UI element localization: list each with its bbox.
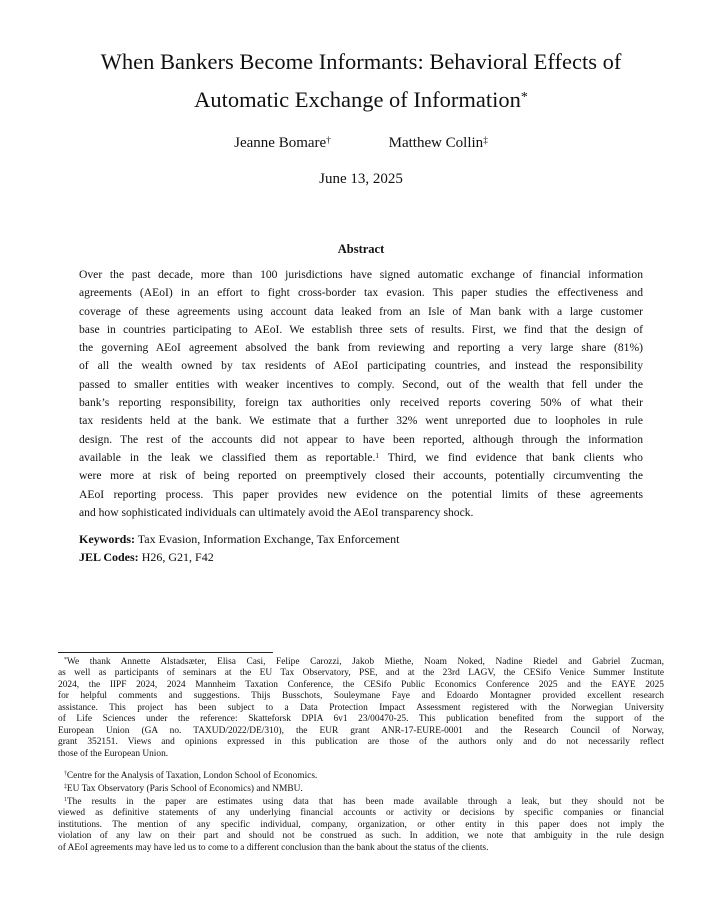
footnote-line: of Life Sciences under the reference: Skatteforsk DPIA 6v1 23/00470-25. This publication benefited from the support of the xyxy=(58,714,664,725)
footnote-1 xyxy=(58,797,664,854)
abstract-line: were more at risk of being reported on preemptively closed their accounts, potentially circumventing the xyxy=(79,469,643,483)
footnote-mark: ‡ xyxy=(64,784,67,791)
abstract-line: and how sophisticated individuals can ultimately avoid the AEoI transparency shock. xyxy=(79,505,474,519)
abstract-line: Over the past decade, more than 100 jurisdictions have signed automatic exchange of financial information xyxy=(79,268,643,281)
abstract-line: the governing AEoI agreement absolved the bank from reviewing and reporting a very large share (81%) xyxy=(79,341,643,355)
footnote-mark: † xyxy=(64,771,67,778)
keywords-label: Keywords: xyxy=(79,532,135,546)
footnote-line: assistance. This project has been subject to a Data Protection Impact Assessment registered with the Norwegian University xyxy=(58,702,664,713)
footnote-line xyxy=(58,784,664,795)
jel-codes xyxy=(79,548,643,566)
footnote-line-text: The results in the paper are estimates using data that has been made available through a leak, but they should not be xyxy=(66,797,664,807)
footnote-line: 2024, the IIPF 2024, 2024 Mannheim Taxation Conference, the CESifo Public Economics Conference 2025 and the EAYE 2025 xyxy=(58,679,664,690)
abstract-line: agreements (AEoI) in an effort to fight cross-border tax evasion. This paper studies the effectiveness and xyxy=(79,286,643,300)
author-2 xyxy=(389,133,488,153)
abstract-line-tail: Third, we find evidence that bank clients who xyxy=(387,450,643,464)
footnote-line: as well as participants of seminars at the EU Tax Observatory, PSE, and at the 23rd LAGV, the CESifo Venice Summer Institute xyxy=(58,668,664,679)
jel-label: JEL Codes: xyxy=(79,550,139,564)
abstract-line: base in countries participating to AEoI. We establish three sets of results. First, we find that the design of xyxy=(79,322,643,336)
abstract-heading: Abstract xyxy=(337,242,385,256)
abstract-line: of all the wealth owned by tax residents of AEoI participating countries, and instead the responsibility xyxy=(79,359,643,373)
footnote-line-text: We thank Annette Alstadsæter, Elisa Casi, Felipe Carozzi, Jakob Miethe, Noam Noked, Nadine Riedel and Gabriel Zucman, xyxy=(66,657,664,667)
author-1 xyxy=(234,133,331,153)
abstract-line: coverage of these agreements using account data leaked from an Isle of Man bank with a large customer xyxy=(79,304,643,318)
footnote-line xyxy=(58,657,664,668)
jel-value: H26, G21, F42 xyxy=(141,550,214,564)
abstract-line: design. The rest of the accounts did not appear to have been reported, although through the information xyxy=(79,432,643,446)
footnote-line-text: Centre for the Analysis of Taxation, London School of Economics. xyxy=(66,771,318,781)
footnote-1-mark: 1 xyxy=(375,451,379,460)
paper-title-text: Automatic Exchange of Information xyxy=(194,87,521,112)
footnote-line: grant 352151. Views and opinions expressed in this publication are those of the authors only and do not necessarily reflect xyxy=(58,737,664,748)
footnote-line: for helpful comments and suggestions. Thijs Busschots, Souleymane Faye and Edoardo Montagner provided excellent research xyxy=(58,691,664,702)
keywords-value: Tax Evasion, Information Exchange, Tax Enforcement xyxy=(137,532,400,546)
footnote-line: viewed as definitive statements of any underlying financial accounts or activity or decisions by specific companies or financial xyxy=(58,808,664,819)
author-name: Jeanne Bomare xyxy=(234,135,327,151)
abstract-line: tax residents held at the bank. We estimate that a further 32% went unreported due to loopholes in rule xyxy=(79,414,643,428)
abstract-line: AEoI reporting process. This paper provides new evidence on the potential limits of these agreements xyxy=(79,487,643,501)
footnote-line: European Union (GA no. TAXUD/2022/DE/310), the EUR grant ANR-17-EURE-0001 and the Research Council of Norway, xyxy=(58,725,664,736)
publication-date: June 13, 2025 xyxy=(319,171,403,187)
title-footnote-mark: * xyxy=(520,89,528,105)
abstract-line: passed to smaller entities with weaker incentives to comply. Second, out of the wealth that fell under the xyxy=(79,377,643,391)
author-list xyxy=(0,133,722,153)
footnote-line: those of the European Union. xyxy=(58,748,169,759)
author-footnote-mark: † xyxy=(326,135,331,146)
abstract-line: bank’s reporting responsibility, foreign tax authorities only received reports covering 50% of what their xyxy=(79,396,643,410)
abstract-line-text: available in the leak we classified them as reportable. xyxy=(79,450,376,464)
author-footnote-mark: ‡ xyxy=(483,135,488,146)
footnote-mark: 1 xyxy=(64,797,67,804)
abstract-body xyxy=(79,266,643,522)
paper-title-line-2 xyxy=(40,82,682,118)
footnote-line: violation of any law on their part and should not be construed as such. In addition, we note that ambiguity in the rule design xyxy=(58,831,664,842)
footnote-dagger xyxy=(58,771,664,782)
footnote-line xyxy=(58,797,664,808)
abstract-line-with-footnote xyxy=(79,449,643,467)
paper-title-line-1: When Bankers Become Informants: Behavioral Effects of xyxy=(100,49,622,74)
author-name: Matthew Collin xyxy=(388,135,484,151)
footnote-line-text: EU Tax Observatory (Paris School of Economics) and NMBU. xyxy=(66,784,303,794)
keywords xyxy=(79,530,643,548)
footnote-line: of AEoI agreements may have led us to come to a different conclusion than the bank about the status of the clients. xyxy=(58,842,489,853)
footnote-line: institutions. The mention of any specific individual, company, organization, or other entity in this paper does not imply the xyxy=(58,819,664,830)
footnote-divider xyxy=(58,652,273,653)
footnote-line xyxy=(58,771,664,782)
footnote-star xyxy=(58,657,664,760)
footnote-ddagger xyxy=(58,784,664,795)
footnote-mark: * xyxy=(64,657,67,664)
